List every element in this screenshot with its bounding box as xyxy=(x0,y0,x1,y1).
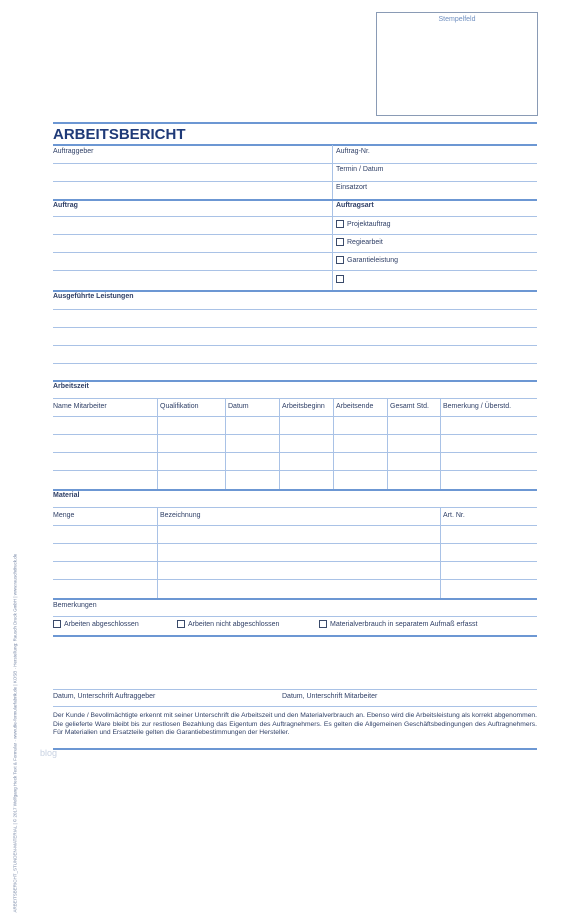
checkbox-label: Projektauftrag xyxy=(347,220,391,228)
stamp-label: Stempelfeld xyxy=(438,16,476,23)
checkbox-box[interactable] xyxy=(336,275,344,283)
col-qualifikation: Qualifikation xyxy=(160,403,199,410)
rule xyxy=(53,163,537,164)
checkbox-label: Arbeiten abgeschlossen xyxy=(64,620,139,628)
rule xyxy=(53,706,537,707)
rule xyxy=(53,199,537,201)
col-divider xyxy=(157,399,158,489)
col-divider xyxy=(440,508,441,598)
rule xyxy=(53,270,537,271)
rule xyxy=(53,290,537,292)
checkbox-materialverbrauch[interactable] xyxy=(319,620,477,628)
rule xyxy=(53,489,537,491)
checkbox-box[interactable] xyxy=(336,238,344,246)
col-divider xyxy=(440,399,441,489)
auftraggeber-label: Auftraggeber xyxy=(53,148,94,155)
signature-line xyxy=(53,689,537,690)
rule xyxy=(53,327,537,328)
footer-rule xyxy=(53,748,537,750)
rule xyxy=(53,561,537,562)
col-bemerkung: Bemerkung / Überstd. xyxy=(443,403,512,410)
stamp-field xyxy=(376,12,538,116)
rule xyxy=(53,434,537,435)
rule xyxy=(53,470,537,471)
rule xyxy=(53,252,537,253)
signature-mitarbeiter: Datum, Unterschrift Mitarbeiter xyxy=(282,693,378,700)
checkbox-regiearbeit[interactable] xyxy=(336,238,383,246)
checkbox-arbeiten-abgeschlossen[interactable] xyxy=(53,620,139,628)
checkbox-label: Arbeiten nicht abgeschlossen xyxy=(188,620,280,628)
col-divider xyxy=(333,399,334,489)
rule xyxy=(53,635,537,637)
checkbox-label: Regiearbeit xyxy=(347,238,383,246)
checkbox-box[interactable] xyxy=(53,620,61,628)
col-art-nr: Art. Nr. xyxy=(443,512,465,519)
checkbox-label: Garantieleistung xyxy=(347,256,398,264)
rule xyxy=(53,363,537,364)
brand-watermark: blog xyxy=(40,748,58,758)
rule xyxy=(53,543,537,544)
bemerkungen-label: Bemerkungen xyxy=(53,602,97,609)
auftrag-label: Auftrag xyxy=(53,202,78,209)
terms-text: Der Kunde / Bevollmächtigte erkennt mit seiner Unterschrift die Arbeitszeit und den Materialverbrauch an. Ebenso wird die Arbeitsleistung als korrekt abgenommen. Die gelieferte Ware bleibt bis zur restlosen Bezahlung das Eigentum des Auftragnehmers. Es gelten die Allgemeinen Geschäftsbedingungen des Auftragnehmers. Für Materialien und Ersatzteile gelten die Garantiebestimmungen der Hersteller. xyxy=(53,712,537,736)
checkbox-garantieleistung[interactable] xyxy=(336,256,398,264)
col-menge: Menge xyxy=(53,512,75,519)
col-divider xyxy=(279,399,280,489)
rule xyxy=(53,525,537,526)
checkbox-box[interactable] xyxy=(336,220,344,228)
checkbox-custom[interactable] xyxy=(336,275,347,283)
einsatzort-label: Einsatzort xyxy=(336,184,368,191)
col-name-mitarbeiter: Name Mitarbeiter xyxy=(53,403,107,410)
rule xyxy=(53,181,537,182)
signature-auftraggeber: Datum, Unterschrift Auftraggeber xyxy=(53,693,156,700)
side-imprint: ARBEITSBERICHT_STUNDEN-MATERIAL | © 2017 Wolfgang Heck Text & Formular · www.die-formularfabrik.de | KOSB · Herstellung: Rausch Druck GmbH | www.rauschdruck.de xyxy=(12,553,18,913)
checkbox-arbeiten-nicht-abgeschlossen[interactable] xyxy=(177,620,279,628)
title-bottom-rule xyxy=(53,144,537,146)
rule xyxy=(53,579,537,580)
auftragsart-label: Auftragsart xyxy=(336,202,374,209)
col-divider xyxy=(225,399,226,489)
rule xyxy=(53,234,537,235)
col-bezeichnung: Bezeichnung xyxy=(160,512,201,519)
col-arbeitsende: Arbeitsende xyxy=(336,403,374,410)
col-datum: Datum xyxy=(228,403,249,410)
checkbox-projektauftrag[interactable] xyxy=(336,220,391,228)
arbeitszeit-label: Arbeitszeit xyxy=(53,383,89,390)
rule xyxy=(53,616,537,617)
checkbox-box[interactable] xyxy=(177,620,185,628)
page-title: ARBEITSBERICHT xyxy=(53,126,186,143)
rule xyxy=(53,507,537,508)
checkbox-box[interactable] xyxy=(336,256,344,264)
col-divider xyxy=(387,399,388,489)
col-gesamt-std: Gesamt Std. xyxy=(390,403,429,410)
rule xyxy=(53,380,537,382)
material-label: Material xyxy=(53,492,80,499)
checkbox-label: Materialverbrauch in separatem Aufmaß erfasst xyxy=(330,620,478,628)
leistungen-label: Ausgeführte Leistungen xyxy=(53,293,134,300)
col-divider xyxy=(157,508,158,598)
checkbox-box[interactable] xyxy=(319,620,327,628)
rule xyxy=(53,398,537,399)
auftrag-nr-label: Auftrag-Nr. xyxy=(336,148,370,155)
rule xyxy=(53,452,537,453)
rule xyxy=(53,416,537,417)
col-arbeitsbeginn: Arbeitsbeginn xyxy=(282,403,325,410)
title-top-rule xyxy=(53,122,537,124)
rule xyxy=(53,309,537,310)
termin-label: Termin / Datum xyxy=(336,166,384,173)
rule xyxy=(53,216,537,217)
rule xyxy=(53,345,537,346)
rule xyxy=(53,598,537,600)
